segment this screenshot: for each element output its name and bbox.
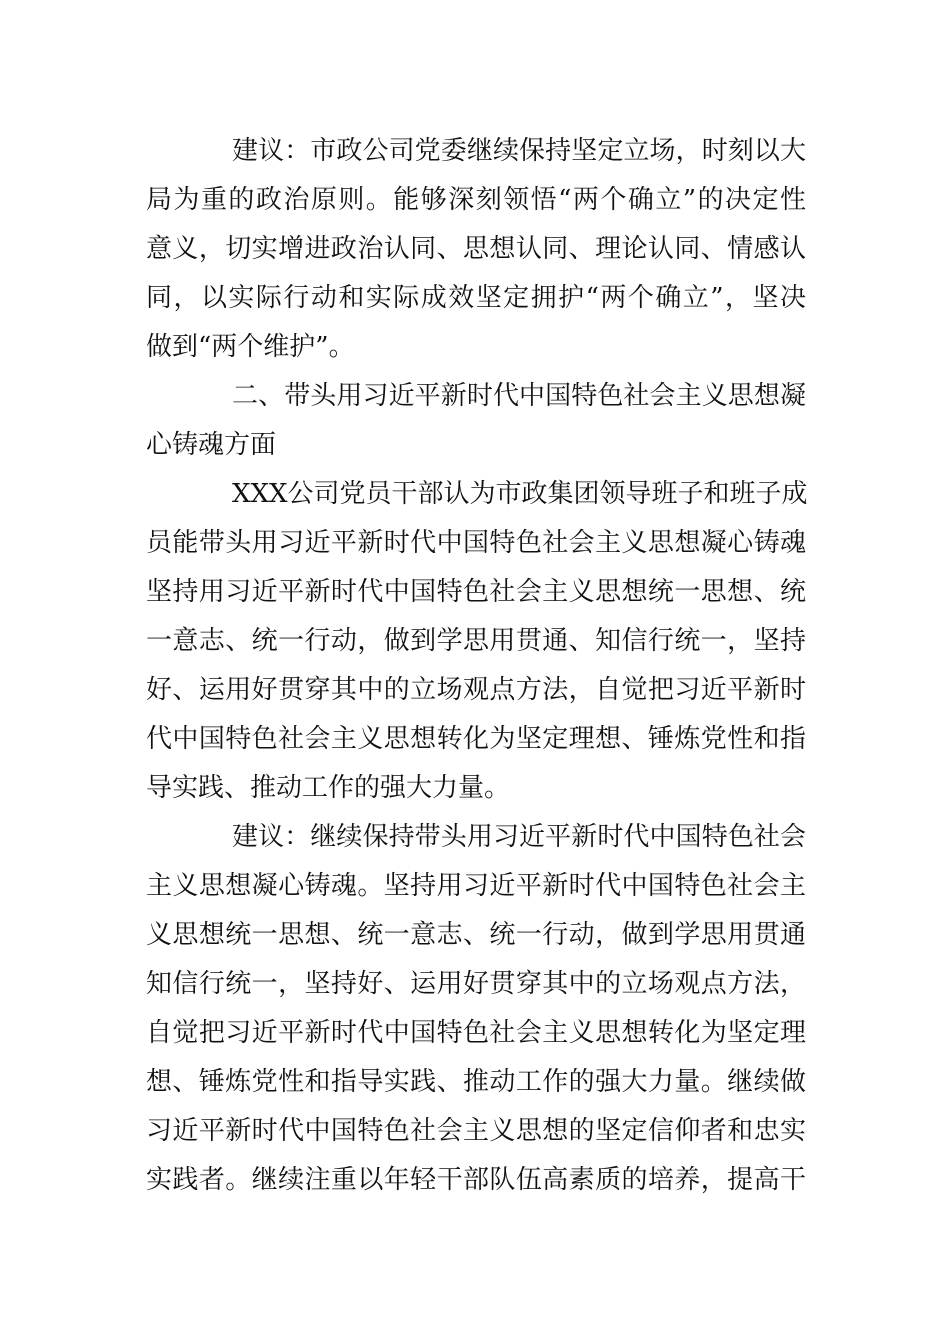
paragraph-suggestion-1: [146, 127, 806, 372]
document-body: [146, 127, 806, 1205]
text-line: 做到“两个维护”。: [146, 332, 355, 362]
text-line: 坚持用习近平新时代中国特色社会主义思想统一思想、统: [146, 577, 806, 607]
paragraph-assessment: [146, 470, 806, 813]
text-line: 意义，切实增进政治认同、思想认同、理论认同、情感认: [146, 234, 806, 264]
text-line: 局为重的政治原则。能够深刻领悟“两个确立”的决定性: [146, 185, 806, 215]
text-line: 建议：继续保持带头用习近平新时代中国特色社会: [232, 822, 806, 852]
text-line: 好、运用好贯穿其中的立场观点方法，自觉把习近平新时: [146, 675, 806, 705]
text-line: 自觉把习近平新时代中国特色社会主义思想转化为坚定理: [146, 1018, 806, 1048]
text-line: 想、锤炼党性和指导实践、推动工作的强大力量。继续做: [146, 1067, 806, 1097]
section-heading: [146, 372, 806, 470]
text-line: 导实践、推动工作的强大力量。: [146, 773, 511, 803]
text-line: 习近平新时代中国特色社会主义思想的坚定信仰者和忠实: [146, 1116, 806, 1146]
text-line: 同，以实际行动和实际成效坚定拥护“两个确立”，坚决: [146, 283, 806, 313]
text-line: 一意志、统一行动，做到学思用贯通、知信行统一，坚持: [146, 626, 806, 656]
text-line: 义思想统一思想、统一意志、统一行动，做到学思用贯通: [146, 920, 806, 950]
text-line: 心铸魂方面: [146, 430, 277, 460]
text-line: 二、带头用习近平新时代中国特色社会主义思想凝: [232, 381, 806, 411]
text-line: 实践者。继续注重以年轻干部队伍高素质的培养，提高干: [146, 1165, 806, 1195]
text-line: 建议：市政公司党委继续保持坚定立场，时刻以大: [232, 136, 806, 166]
text-line: 主义思想凝心铸魂。坚持用习近平新时代中国特色社会主: [146, 871, 806, 901]
text-line: 代中国特色社会主义思想转化为坚定理想、锤炼党性和指: [146, 724, 806, 754]
text-line: 员能带头用习近平新时代中国特色社会主义思想凝心铸魂: [146, 528, 806, 558]
text-line: XXX公司党员干部认为市政集团领导班子和班子成: [232, 479, 808, 509]
paragraph-suggestion-2: [146, 813, 806, 1205]
text-line: 知信行统一，坚持好、运用好贯穿其中的立场观点方法，: [146, 969, 806, 999]
